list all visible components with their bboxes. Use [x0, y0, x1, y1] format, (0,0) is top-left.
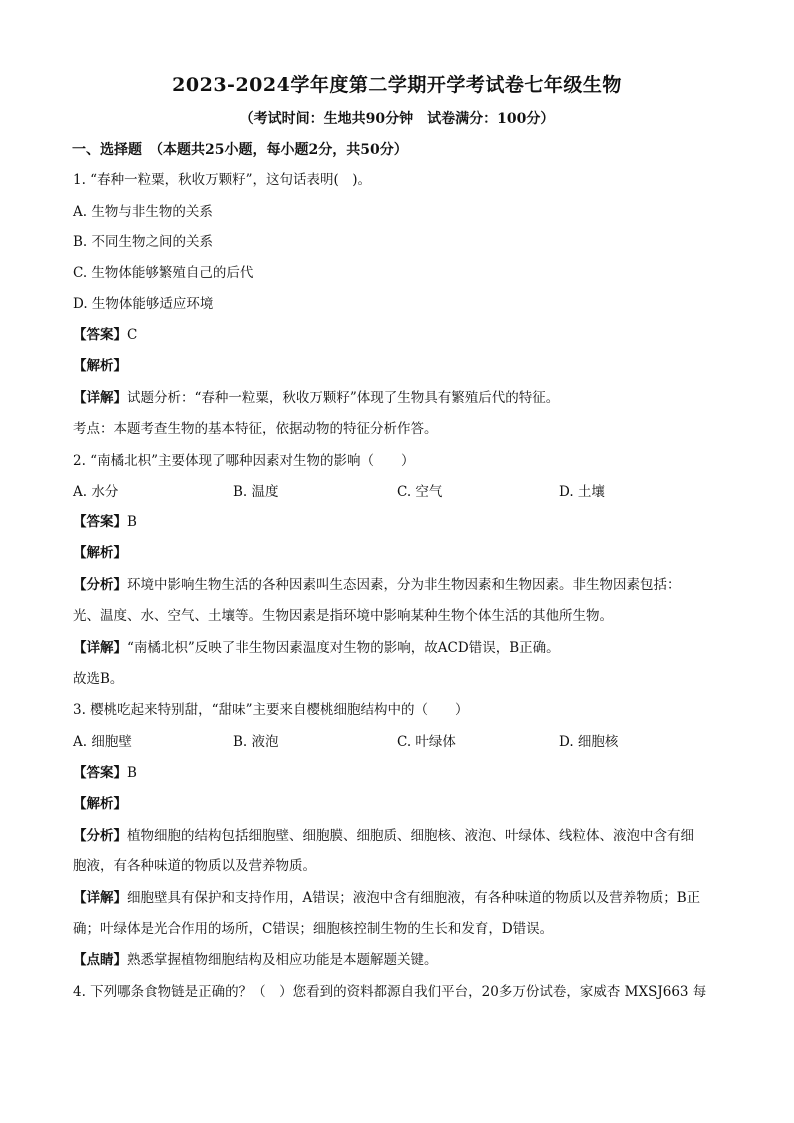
- q1-option-a: A. 生物与非生物的关系: [73, 204, 213, 220]
- q2-detail: [73, 642, 560, 656]
- q3-dianjing: [73, 954, 438, 968]
- q1-option-c: C. 生物体能够繁殖自己的后代: [73, 265, 254, 281]
- q1-option-d: D. 生物体能够适应环境: [73, 296, 214, 312]
- exam-subtitle: （考试时间：生地共90分钟 试卷满分：100分）: [239, 111, 555, 127]
- fenxi-text: 环境中影响生物生活的各种因素叫生态因素，分为非生物因素和生物因素。非生物因素包括：: [127, 577, 681, 593]
- answer-tag: 【答案】: [73, 765, 127, 781]
- answer-value: B: [127, 514, 137, 530]
- detail-tag: 【详解】: [73, 390, 127, 406]
- q2-option-b: B. 温度: [233, 484, 279, 500]
- detail-text: 细胞壁具有保护和支持作用，A错误；液泡中含有细胞液，有各种味道的物质以及营养物质；B正: [127, 890, 701, 906]
- fenxi-text: 植物细胞的结构包括细胞壁、细胞膜、细胞质、细胞核、液泡、叶绿体、线粒体、液泡中含有细: [127, 828, 694, 844]
- answer-value: B: [127, 765, 137, 781]
- fenxi-tag: 【分析】: [73, 828, 127, 844]
- q1-stem: 1. “春种一粒粟，秋收万颗籽”，这句话表明( )。: [73, 172, 372, 188]
- q3-option-b: B. 液泡: [233, 734, 279, 750]
- section-heading: 一、选择题 （本题共25小题，每小题2分，共50分）: [72, 142, 408, 158]
- q2-analysis-tag: 【解析】: [73, 545, 127, 561]
- q3-fenxi-line1: [73, 830, 694, 844]
- q2-stem: 2. “南橘北枳”主要体现了哪种因素对生物的影响（ ）: [73, 453, 415, 469]
- detail-text: “南橘北枳”反映了非生物因素温度对生物的影响，故ACD错误，B正确。: [127, 640, 560, 656]
- q3-option-c: C. 叶绿体: [397, 734, 456, 750]
- q2-fenxi-line1: [73, 579, 681, 593]
- q3-option-a: A. 细胞壁: [73, 734, 132, 750]
- q2-fenxi-line2: 光、温度、水、空气、土壤等。生物因素是指环境中影响某种生物个体生活的其他所生物。: [73, 608, 613, 624]
- q1-analysis-tag: 【解析】: [73, 358, 127, 374]
- answer-value: C: [127, 327, 138, 343]
- q3-stem: 3. 樱桃吃起来特别甜，“甜味”主要来自樱桃细胞结构中的（ ）: [73, 702, 469, 718]
- q3-fenxi-line2: 胞液，有各种味道的物质以及营养物质。: [73, 858, 316, 874]
- answer-tag: 【答案】: [73, 514, 127, 530]
- dianjing-tag: 【点睛】: [73, 952, 127, 968]
- q3-option-d: D. 细胞核: [559, 734, 619, 750]
- detail-text: 试题分析：“春种一粒粟，秋收万颗籽”体现了生物具有繁殖后代的特征。: [127, 390, 560, 406]
- detail-tag: 【详解】: [73, 640, 127, 656]
- answer-tag: 【答案】: [73, 327, 127, 343]
- dianjing-text: 熟悉掌握植物细胞结构及相应功能是本题解题关键。: [127, 952, 438, 968]
- q2-answer: [73, 516, 137, 530]
- q2-option-d: D. 土壤: [559, 484, 605, 500]
- q3-analysis-tag: 【解析】: [73, 796, 127, 812]
- fenxi-tag: 【分析】: [73, 577, 127, 593]
- q2-option-c: C. 空气: [397, 484, 443, 500]
- detail-tag: 【详解】: [73, 890, 127, 906]
- q1-answer: [73, 329, 137, 343]
- q3-answer: [73, 767, 137, 781]
- q1-option-b: B. 不同生物之间的关系: [73, 234, 214, 250]
- q4-stem: 4. 下列哪条食物链是正确的？（ ）您看到的资料都源自我们平台，20多万份试卷，家威杏 MXSJ663 每: [73, 984, 707, 1000]
- q2-conclusion: 故选B。: [73, 671, 124, 687]
- q2-option-a: A. 水分: [73, 484, 119, 500]
- q3-detail-line1: [73, 892, 700, 906]
- q1-detail: [73, 392, 559, 406]
- q1-note: 考点：本题考查生物的基本特征，依据动物的特征分析作答。: [73, 421, 438, 437]
- exam-title: 2023-2024学年度第二学期开学考试卷七年级生物: [172, 74, 622, 96]
- q3-detail-line2: 确；叶绿体是光合作用的场所，C错误；细胞核控制生物的生长和发育，D错误。: [73, 921, 554, 937]
